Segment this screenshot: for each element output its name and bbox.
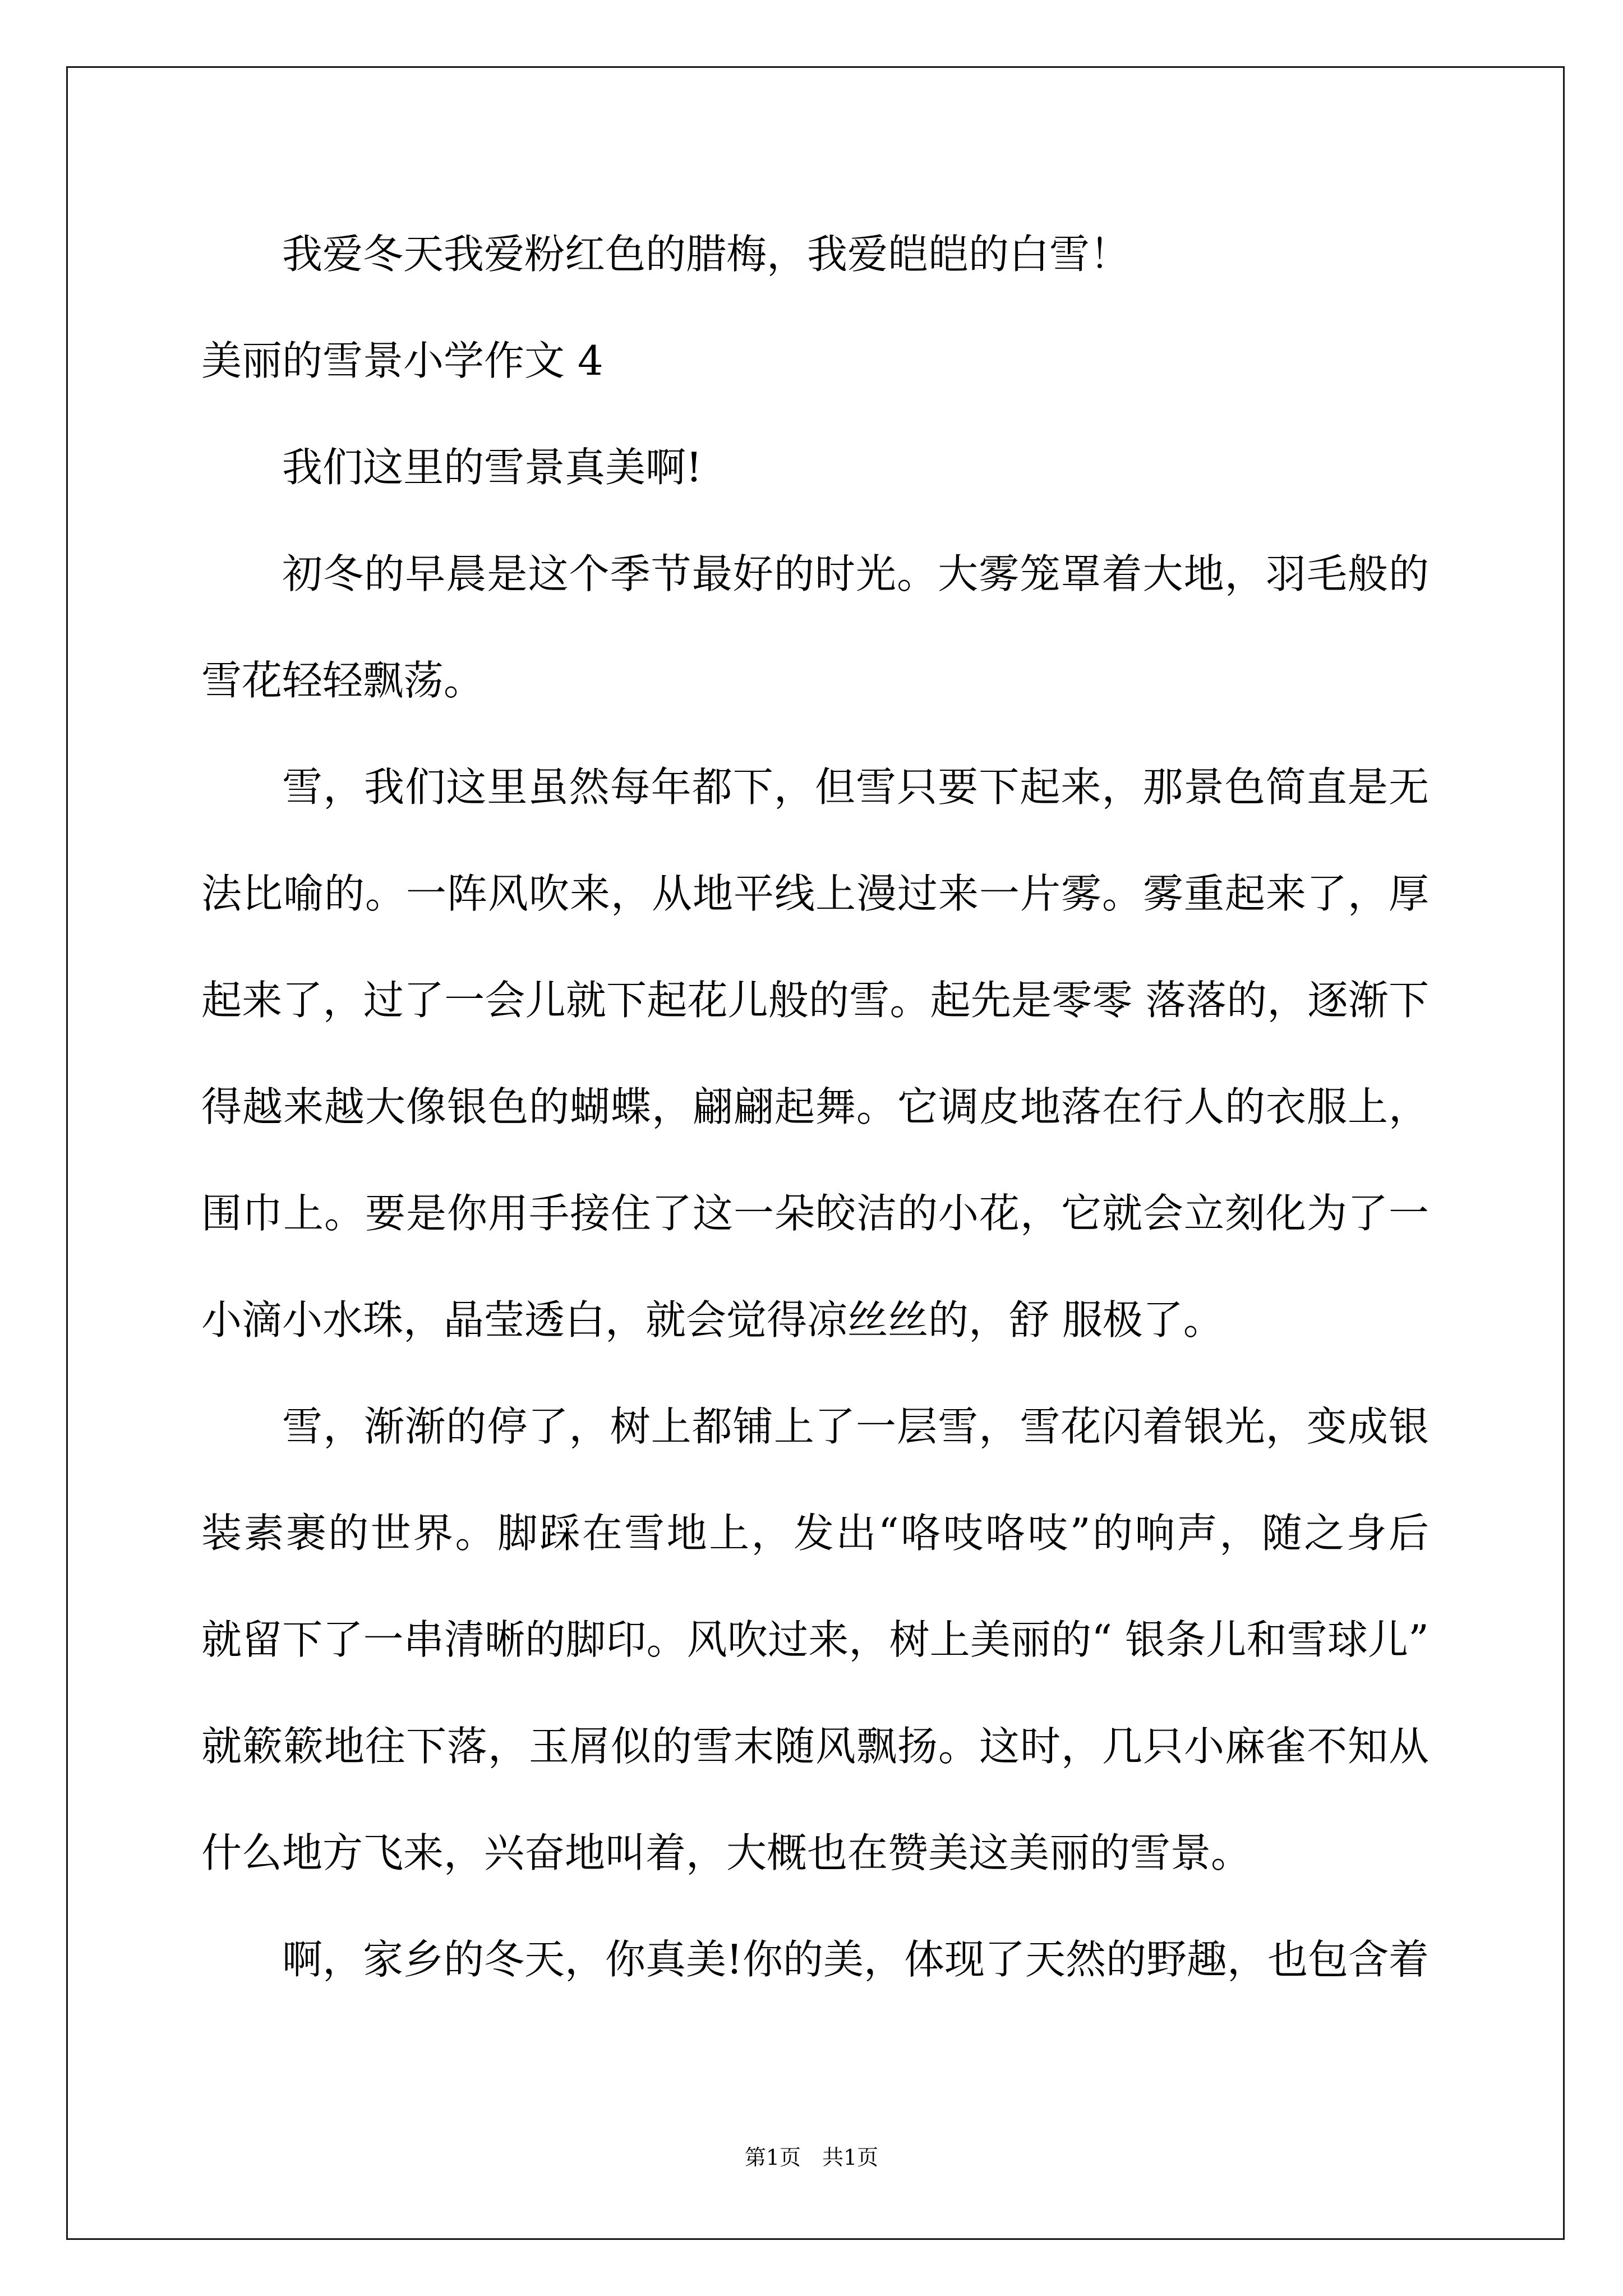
text-line: 什么地方飞来，兴奋地叫着，大概也在赞美这美丽的雪景。 [201,1829,1252,1876]
page-footer: 第1页 共1页 [744,2145,879,2170]
article-title: 美丽的雪景小学作文 4 [201,337,603,384]
text-line: 围巾上。要是你用手接住了这一朵皎洁的小花，它就会立刻化为了一 [201,1190,1429,1237]
text-line: 雪，我们这里虽然每年都下，但雪只要下起来，那景色简直是无 [282,763,1429,811]
text-line: 我们这里的雪景真美啊! [282,444,702,491]
paragraph [201,1373,1429,1906]
text-line: 装素裹的世界。脚踩在雪地上，发出“咯吱咯吱”的响声，随之身后 [201,1510,1429,1557]
text-line: 就留下了一串清晰的脚印。风吹过来，树上美丽的“ 银条儿和雪球儿” [201,1616,1429,1663]
text-line: 小滴小水珠，晶莹透白，就会觉得凉丝丝的，舒 服极了。 [201,1296,1224,1343]
paragraph [201,201,1429,307]
paragraph [201,414,1429,521]
text-line: 法比喻的。一阵风吹来，从地平线上漫过来一片雾。雾重起来了，厚 [201,870,1429,917]
text-line: 雪花轻轻飘荡。 [201,657,485,704]
text-line: 就簌簌地往下落，玉屑似的雪末随风飘扬。这时，几只小麻雀不知从 [201,1723,1429,1770]
paragraph [201,734,1429,1373]
paragraph [201,521,1429,734]
document-body [201,201,1429,2013]
text-line: 雪，渐渐的停了，树上都铺上了一层雪，雪花闪着银光，变成银 [282,1403,1429,1450]
text-line: 啊，家乡的冬天，你真美!你的美，体现了天然的野趣，也包含着 [282,1936,1429,1983]
text-line: 我爱冬天我爱粉红色的腊梅，我爱皑皑的白雪！ [282,231,1131,278]
text-line: 起来了，过了一会儿就下起花儿般的雪。起先是零零 落落的，逐渐下 [201,977,1429,1024]
paragraph [201,1906,1429,2013]
text-line: 得越来越大像银色的蝴蝶，翩翩起舞。它调皮地落在行人的衣服上， [201,1083,1429,1130]
text-line: 初冬的早晨是这个季节最好的时光。大雾笼罩着大地，羽毛般的 [282,550,1429,597]
